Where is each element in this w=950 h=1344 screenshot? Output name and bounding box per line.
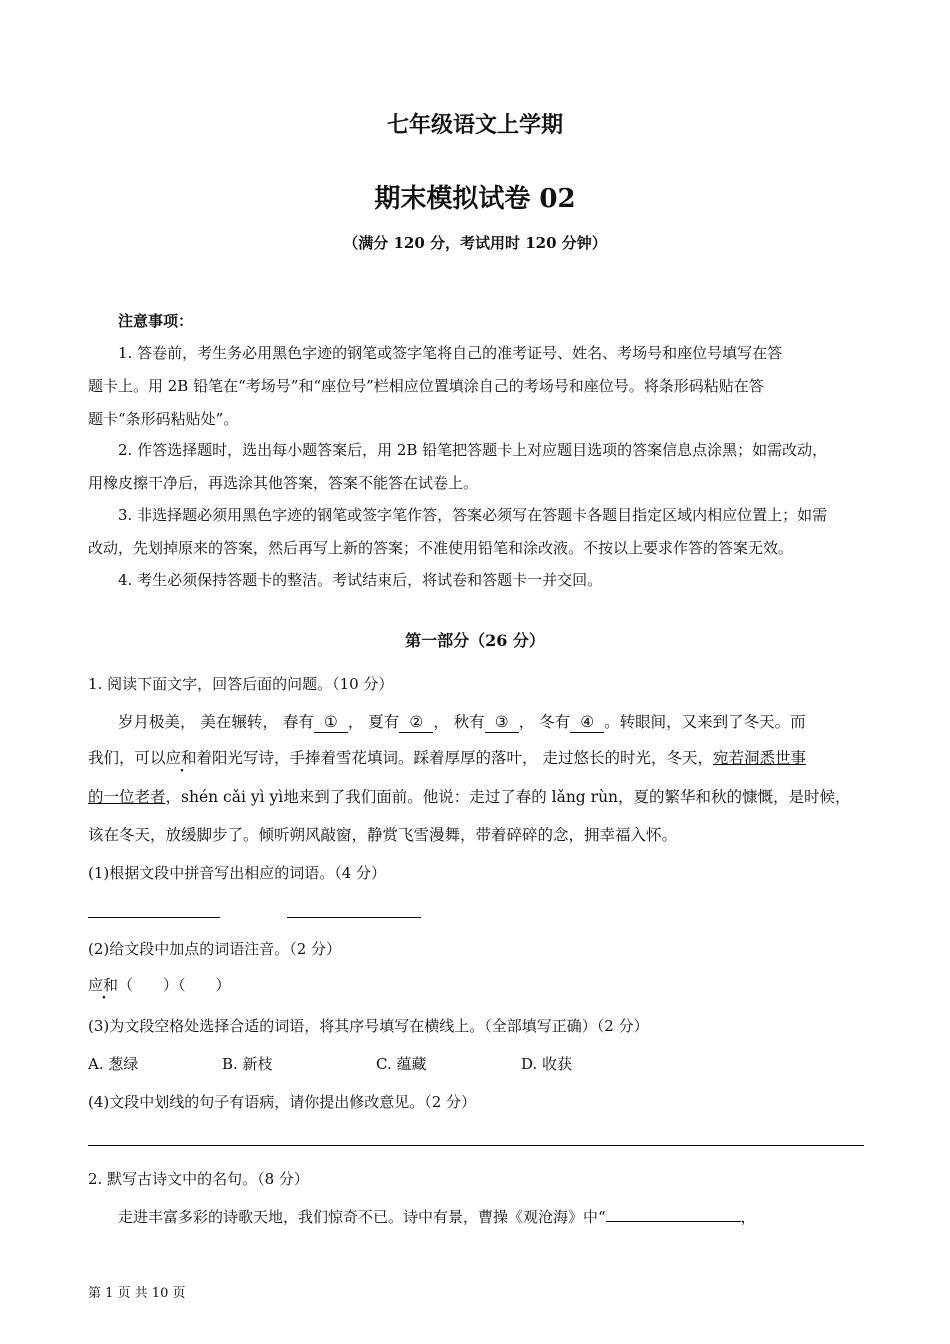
question-2-prompt: 2. 默写古诗文中的名句。（8 分） xyxy=(88,1170,309,1188)
blank-4[interactable]: ④ xyxy=(570,712,604,733)
answer-line-1[interactable] xyxy=(88,917,220,918)
poem-blank[interactable] xyxy=(606,1221,741,1222)
passage-line-1: 岁月极美， 美在辗转， 春有 ① ， 夏有 ② ， 秋有 ③ ， 冬有 ④ 。转眼间，又来到了冬天。而 xyxy=(118,713,806,731)
dotted-word: 应和 xyxy=(165,749,197,767)
note-line: 3. 非选择题必须用黑色字迹的钢笔或签字笔作答，答案必须写在答题卡各题目指定区域内相应位置上；如需 xyxy=(118,506,828,524)
exam-info: （满分 120 分，考试用时 120 分钟） xyxy=(343,234,607,252)
question-1-prompt: 1. 阅读下面文字，回答后面的问题。（10 分） xyxy=(88,675,394,693)
answer-line-3[interactable] xyxy=(88,1145,864,1146)
note-line: 用橡皮擦干净后，再选涂其他答案，答案不能答在试卷上。 xyxy=(88,474,479,492)
note-line: 改动，先划掉原来的答案，然后再写上新的答案；不准使用铅笔和涂改液。不按以上要求作答的答案无效。 xyxy=(88,539,794,557)
subquestion-1: (1)根据文段中拼音写出相应的词语。（4 分） xyxy=(88,864,387,882)
notes-heading: 注意事项： xyxy=(118,312,194,330)
option-c: C. 蕴藏 xyxy=(376,1055,427,1073)
pinyin-blanks: （ ）（ ） xyxy=(118,976,231,994)
blank-3[interactable]: ③ xyxy=(485,712,519,733)
option-d: D. 收获 xyxy=(521,1055,573,1073)
subquestion-2: (2)给文段中加点的词语注音。（2 分） xyxy=(88,940,342,958)
question-2-text: 走进丰富多彩的诗歌天地，我们惊奇不已。诗中有景，曹操《观沧海》中“ ， xyxy=(118,1208,756,1226)
blank-2[interactable]: ② xyxy=(399,712,433,733)
answer-line-2[interactable] xyxy=(287,917,421,918)
subquestion-3: (3)为文段空格处选择合适的词语，将其序号填写在横线上。（全部填写正确）（2 分） xyxy=(88,1017,649,1035)
passage-line-4: 该在冬天，放缓脚步了。倾听朔风敲窗，静赏飞雪漫舞，带着碎碎的念，拥幸福入怀。 xyxy=(88,826,678,844)
pinyin-answer-row xyxy=(88,975,868,995)
underlined-sentence: 的一位老者 xyxy=(88,788,166,806)
note-line: 4. 考生必须保持答题卡的整洁。考试结束后，将试卷和答题卡一并交回。 xyxy=(118,571,603,589)
note-line: 2. 作答选择题时，选出每小题答案后，用 2B 铅笔把答题卡上对应题目选项的答案信息点涂黑；如需改动， xyxy=(118,441,828,459)
subject-title: 七年级语文上学期 xyxy=(386,112,563,138)
part-heading: 第一部分（26 分） xyxy=(405,631,545,650)
page-footer: 第 1 页 共 10 页 xyxy=(88,1286,186,1301)
dotted-word: 应和 xyxy=(88,976,119,994)
note-line: 题卡“条形码粘贴处”。 xyxy=(88,410,239,428)
option-b: B. 新枝 xyxy=(222,1055,273,1073)
option-a: A. 葱绿 xyxy=(88,1055,139,1073)
exam-title: 期末模拟试卷 02 xyxy=(374,184,576,214)
subquestion-4: (4)文段中划线的句子有语病，请你提出修改意见。（2 分） xyxy=(88,1093,477,1111)
note-line: 题卡上。用 2B 铅笔在“考场号”和“座位号”栏相应位置填涂自己的考场号和座位号。将条形码粘贴在答 xyxy=(88,377,764,395)
underlined-sentence: 宛若洞悉世事 xyxy=(712,749,806,767)
passage-line-2: 我们，可以应和着阳光写诗，手捧着雪花填词。踩着厚厚的落叶， 走过悠长的时光，冬天，宛若洞悉世事 xyxy=(88,749,806,767)
passage-line-3: 的一位老者，shén cǎi yì yì地来到了我们面前。他说：走过了春的 lǎng rùn，夏的繁华和秋的慷慨，是时候， xyxy=(88,788,851,806)
note-line: 1. 答卷前，考生务必用黑色字迹的钢笔或签字笔将自己的准考证号、姓名、考场号和座位号填写在答 xyxy=(118,344,783,362)
blank-1[interactable]: ① xyxy=(314,712,348,733)
